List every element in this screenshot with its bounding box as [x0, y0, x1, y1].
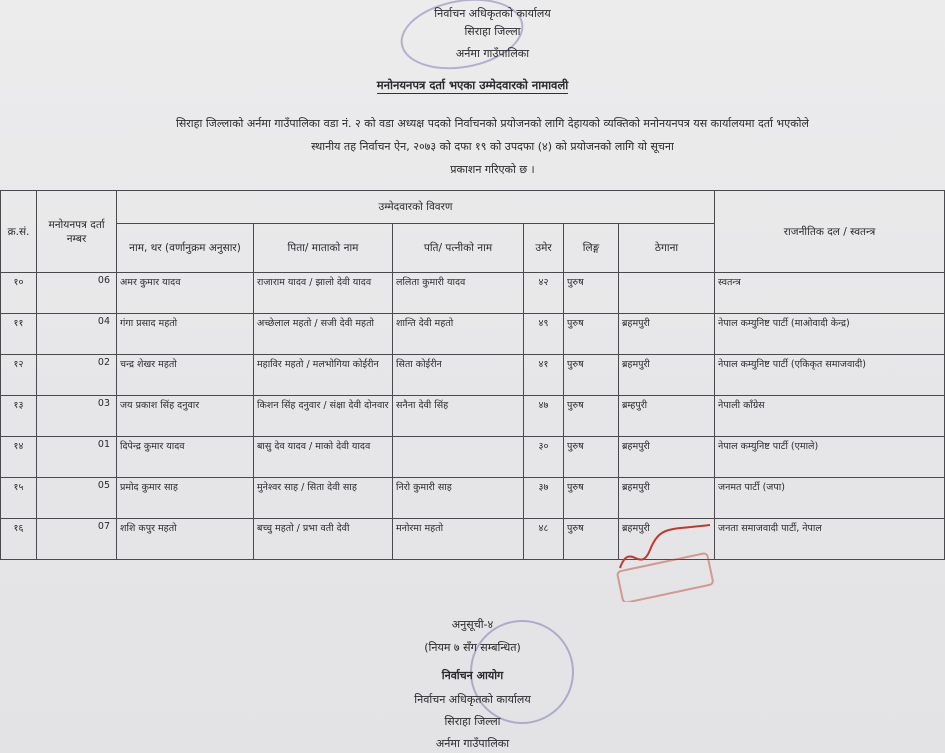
notice-line-3: प्रकाशन गरिएको छ ।	[450, 163, 535, 176]
cell-age: ४९	[524, 314, 564, 355]
header-sn: क्र.सं.	[1, 191, 37, 273]
cell-sn: १६	[1, 519, 37, 560]
cell-sn: १५	[1, 478, 37, 519]
footer-rule: (नियम ७ सँग सम्बन्धित)	[424, 641, 521, 654]
cell-name: गंगा प्रसाद महतो	[117, 314, 254, 355]
cell-parents: राजाराम यादव / झालो देवी यादव	[254, 273, 393, 314]
office-name: निर्वाचन अधिकृतको कार्यालय	[434, 7, 551, 20]
cell-age: ३०	[524, 437, 564, 478]
cell-age: ३७	[524, 478, 564, 519]
cell-address: ब्रहमपुरी	[619, 355, 715, 396]
cell-name: प्रमोद कुमार साह	[117, 478, 254, 519]
header-spouse: पति/ पत्नीको नाम	[393, 224, 524, 273]
table-row	[1, 396, 945, 437]
header-reg-no: मनोयनपत्र दर्ता नम्बर	[37, 191, 117, 273]
cell-gender: पुरुष	[564, 355, 619, 396]
cell-spouse: सनैना देवी सिंह	[393, 396, 524, 437]
cell-gender: पुरुष	[564, 519, 619, 560]
cell-party: स्वतन्त्र	[715, 273, 945, 314]
notice-line-2: स्थानीय तह निर्वाचन ऐन, २०७३ को दफा १९ को उपदफा (४) को प्रयोजनको लागि यो सूचना	[311, 140, 674, 153]
cell-gender: पुरुष	[564, 314, 619, 355]
header-party: राजनीतिक दल / स्वतन्त्र	[715, 191, 945, 273]
cell-party: नेपाल कम्युनिष्ट पार्टी (एमाले)	[715, 437, 945, 478]
cell-parents: अच्छेलाल महतो / सजी देवी महतो	[254, 314, 393, 355]
cell-address: ब्रहमपुरी	[619, 437, 715, 478]
footer-office: निर्वाचन अधिकृतको कार्यालय	[414, 693, 531, 706]
cell-reg: 02	[37, 355, 117, 396]
cell-party: नेपाल कम्युनिष्ट पार्टी (एकिकृत समाजवादी)	[715, 355, 945, 396]
header-candidate-details: उम्मेदवारको विवरण	[117, 191, 715, 224]
table-row	[1, 273, 945, 314]
district-name: सिराहा जिल्ला	[464, 25, 521, 38]
cell-address	[619, 273, 715, 314]
cell-spouse: शान्ति देवी महतो	[393, 314, 524, 355]
cell-reg: 03	[37, 396, 117, 437]
cell-parents: किशन सिंह दनुवार / संक्षा देवी दोनवार	[254, 396, 393, 437]
cell-gender: पुरुष	[564, 437, 619, 478]
table-row	[1, 519, 945, 560]
header-address: ठेगाना	[619, 224, 715, 273]
cell-gender: पुरुष	[564, 478, 619, 519]
cell-reg: 07	[37, 519, 117, 560]
cell-reg: 01	[37, 437, 117, 478]
cell-parents: बच्चु महतो / प्रभा वती देवी	[254, 519, 393, 560]
cell-sn: १३	[1, 396, 37, 437]
cell-spouse: ललिता कुमारी यादव	[393, 273, 524, 314]
cell-parents: बासु देव यादव / माको देवी यादव	[254, 437, 393, 478]
cell-party: नेपाली काँग्रेस	[715, 396, 945, 437]
cell-age: ४१	[524, 355, 564, 396]
candidate-table	[0, 190, 945, 560]
cell-parents: मुनेश्वर साह / सिता देवी साह	[254, 478, 393, 519]
notice-line-1: सिराहा जिल्लाको अर्नमा गाउँपालिका वडा नं. २ को वडा अध्यक्ष पदको निर्वाचनको प्रयोजनको लागि देहायको व्यक्तिको मनोनयनपत्र यस कार्यालयमा दर्ता भएकोले	[176, 117, 809, 130]
footer-commission: निर्वाचन आयोग	[441, 669, 504, 682]
cell-sn: ११	[1, 314, 37, 355]
notice-title	[0, 78, 945, 93]
table-row	[1, 437, 945, 478]
cell-age: ४८	[524, 519, 564, 560]
cell-party: जनमत पार्टी (जपा)	[715, 478, 945, 519]
header-parents: पिता/ माताको नाम	[254, 224, 393, 273]
cell-spouse: निरो कुमारी साह	[393, 478, 524, 519]
cell-address: ब्रहमपुरी	[619, 519, 715, 560]
table-row	[1, 478, 945, 519]
cell-address: ब्रहमपुरी	[619, 478, 715, 519]
cell-address: ब्रम्हपुरी	[619, 396, 715, 437]
cell-reg: 06	[37, 273, 117, 314]
cell-sn: १४	[1, 437, 37, 478]
cell-name: अमर कुमार यादव	[117, 273, 254, 314]
cell-spouse	[393, 437, 524, 478]
header-gender: लिङ्ग	[564, 224, 619, 273]
cell-party: नेपाल कम्युनिष्ट पार्टी (माओवादी केन्द्र)	[715, 314, 945, 355]
cell-gender: पुरुष	[564, 396, 619, 437]
cell-reg: 05	[37, 478, 117, 519]
cell-age: ४७	[524, 396, 564, 437]
cell-spouse: सिता कोईरीन	[393, 355, 524, 396]
cell-age: ४२	[524, 273, 564, 314]
notice-title-text: मनोनयनपत्र दर्ता भएका उम्मेदवारको नामावली	[376, 78, 569, 92]
cell-parents: महाविर महतो / मलभोगिया कोईरीन	[254, 355, 393, 396]
table-row	[1, 314, 945, 355]
cell-address: ब्रहमपुरी	[619, 314, 715, 355]
header-age: उमेर	[524, 224, 564, 273]
municipality-name: अर्नमा गाउँपालिका	[455, 47, 530, 60]
cell-name: जय प्रकाश सिंह दनुवार	[117, 396, 254, 437]
cell-name: दिपेन्द्र कुमार यादव	[117, 437, 254, 478]
cell-gender: पुरुष	[564, 273, 619, 314]
cell-spouse: मनोरमा महतो	[393, 519, 524, 560]
footer-municipality: अर्नमा गाउँपालिका	[435, 737, 510, 750]
cell-reg: 04	[37, 314, 117, 355]
footer-schedule: अनुसूची-४	[451, 618, 494, 631]
header-name: नाम, थर (वर्णानुक्रम अनुसार)	[117, 224, 254, 273]
cell-party: जनता समाजवादी पार्टी, नेपाल	[715, 519, 945, 560]
cell-name: शशि कपुर महतो	[117, 519, 254, 560]
red-approval-stamp	[615, 552, 715, 602]
cell-name: चन्द्र शेखर महतो	[117, 355, 254, 396]
cell-sn: १०	[1, 273, 37, 314]
table-row	[1, 355, 945, 396]
cell-sn: १२	[1, 355, 37, 396]
footer-district: सिराहा जिल्ला	[444, 715, 501, 728]
